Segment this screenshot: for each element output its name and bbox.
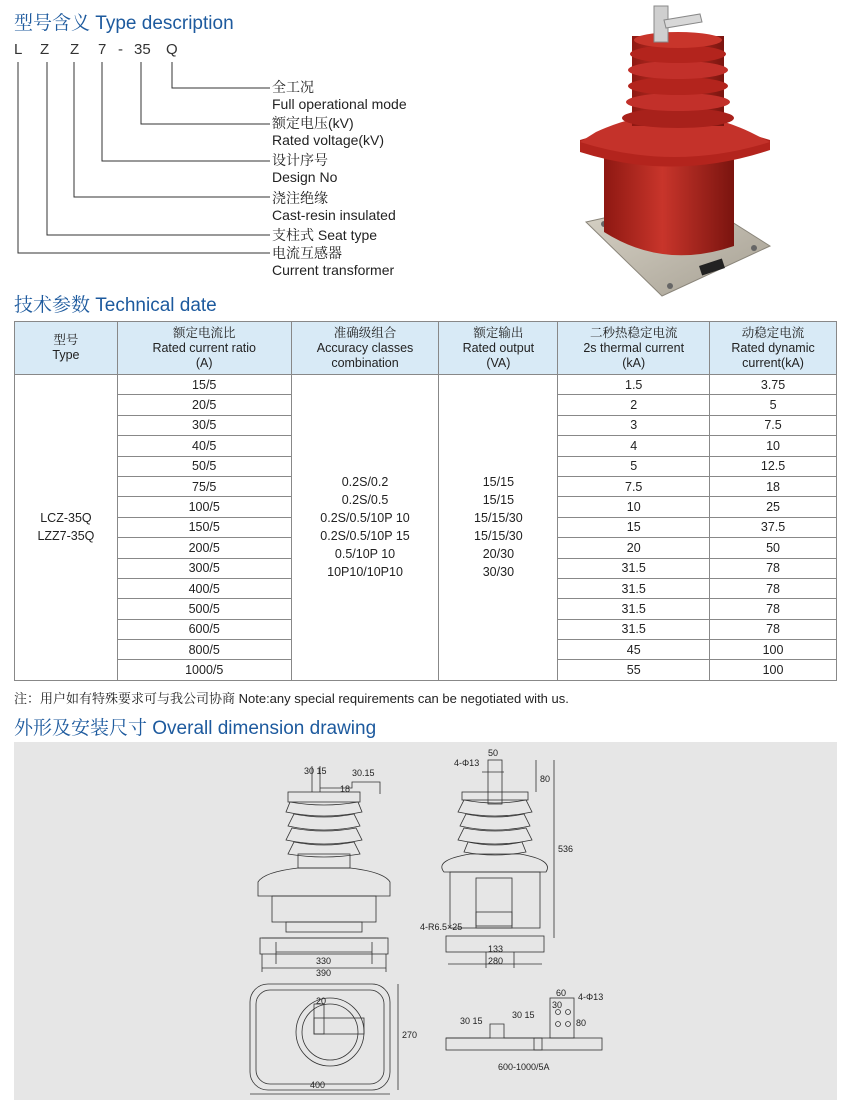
ratio-cell: 400/5 [117, 578, 291, 598]
dim-label: 80 [576, 1018, 587, 1028]
ratio-cell: 40/5 [117, 436, 291, 456]
dim-label: 4-R6.5×25 [420, 922, 463, 932]
dynamic-cell: 78 [710, 578, 837, 598]
ratio-cell: 30/5 [117, 415, 291, 435]
dim-label: 270 [402, 1030, 418, 1040]
thermal-cell: 31.5 [558, 558, 710, 578]
dim-label: 536 [558, 844, 574, 854]
dynamic-cell: 7.5 [710, 415, 837, 435]
dynamic-cell: 100 [710, 640, 837, 660]
dynamic-cell: 78 [710, 558, 837, 578]
code-letter: 7 [98, 41, 107, 58]
dim-label: 30.15 [352, 768, 375, 778]
dim-label: 330 [316, 956, 332, 966]
dim-label: 133 [488, 944, 504, 954]
ratio-cell: 75/5 [117, 476, 291, 496]
dim-label: 18 [340, 784, 351, 794]
ratio-cell: 200/5 [117, 538, 291, 558]
technical-table [14, 321, 837, 681]
code-dash: - [118, 41, 123, 58]
ratio-cell: 20/5 [117, 395, 291, 415]
dim-label: 30 [552, 1000, 563, 1010]
dim-label: 50 [488, 748, 499, 758]
ratio-cell: 15/5 [117, 375, 291, 395]
thermal-cell: 31.5 [558, 578, 710, 598]
dynamic-cell: 12.5 [710, 456, 837, 476]
thermal-cell: 4 [558, 436, 710, 456]
ratio-cell: 500/5 [117, 599, 291, 619]
code-letter: Z [70, 41, 80, 58]
dim-label: 390 [316, 968, 332, 978]
ratio-cell: 600/5 [117, 619, 291, 639]
header-type: 型号 Type [15, 322, 118, 375]
thermal-cell: 55 [558, 660, 710, 680]
dim-label: 280 [488, 956, 504, 966]
dim-label: 400 [310, 1080, 326, 1090]
ratio-cell: 800/5 [117, 640, 291, 660]
output-cell: 15/15 15/15 15/15/30 15/15/30 20/30 30/30 [439, 375, 558, 681]
dim-label: 30 15 [512, 1010, 535, 1020]
header-thermal: 二秒热稳定电流 2s thermal current (kA) [558, 322, 710, 375]
dimension-drawing [14, 742, 837, 1100]
drawing-caption: 600-1000/5A [498, 1062, 550, 1072]
header-accuracy: 准确级组合 Accuracy classes combination [291, 322, 439, 375]
code-letter: L [14, 41, 23, 58]
ratio-cell: 1000/5 [117, 660, 291, 680]
dynamic-cell: 78 [710, 619, 837, 639]
technical-date-title: 技术参数 Technical date [14, 295, 217, 316]
dim-label: 30 15 [304, 766, 327, 776]
type-description-title: 型号含义 Type description [14, 13, 234, 34]
dynamic-cell: 37.5 [710, 517, 837, 537]
ratio-cell: 100/5 [117, 497, 291, 517]
header-ratio: 额定电流比 Rated current ratio (A) [117, 322, 291, 375]
ratio-cell: 300/5 [117, 558, 291, 578]
type-item-4: 浇注绝缘 Cast-resin insulated [272, 190, 396, 223]
dim-label: 80 [540, 774, 551, 784]
type-item-6: 电流互感器 Current transformer [272, 245, 395, 278]
dimension-drawing-title: 外形及安装尺寸 Overall dimension drawing [14, 718, 377, 739]
thermal-cell: 31.5 [558, 599, 710, 619]
dim-label: 20 [316, 996, 327, 1006]
accuracy-cell: 0.2S/0.2 0.2S/0.5 0.2S/0.5/10P 10 0.2S/0.5/10P 15 0.5/10P 10 10P10/10P10 [291, 375, 439, 681]
product-photo [574, 0, 774, 300]
dim-label: 4-Φ13 [578, 992, 604, 1002]
dynamic-cell: 18 [710, 476, 837, 496]
header-output: 额定输出 Rated output (VA) [439, 322, 558, 375]
dynamic-cell: 5 [710, 395, 837, 415]
thermal-cell: 31.5 [558, 619, 710, 639]
dynamic-cell: 25 [710, 497, 837, 517]
dim-label: 30 15 [460, 1016, 483, 1026]
type-cell: LCZ-35Q LZZ7-35Q [15, 375, 118, 681]
dynamic-cell: 100 [710, 660, 837, 680]
thermal-cell: 10 [558, 497, 710, 517]
dynamic-cell: 3.75 [710, 375, 837, 395]
note-text: 注：用户如有特殊要求可与我公司协商 Note:any special requirements can be negotiated with us. [14, 691, 569, 706]
code-letter: 35 [134, 41, 151, 58]
type-item-2: 额定电压(kV) Rated voltage(kV) [272, 115, 385, 148]
thermal-cell: 7.5 [558, 476, 710, 496]
type-item-3: 设计序号 Design No [272, 152, 338, 185]
table-row [15, 375, 837, 395]
code-letter: Z [40, 41, 50, 58]
type-item-5: 支柱式 Seat type [272, 227, 378, 243]
thermal-cell: 3 [558, 415, 710, 435]
code-leader-lines [0, 0, 300, 270]
thermal-cell: 20 [558, 538, 710, 558]
code-letter: Q [166, 41, 178, 58]
thermal-cell: 2 [558, 395, 710, 415]
dynamic-cell: 10 [710, 436, 837, 456]
dynamic-cell: 78 [710, 599, 837, 619]
dim-label: 60 [556, 988, 567, 998]
thermal-cell: 45 [558, 640, 710, 660]
thermal-cell: 5 [558, 456, 710, 476]
dynamic-cell: 50 [710, 538, 837, 558]
dim-label: 4-Φ13 [454, 758, 480, 768]
thermal-cell: 1.5 [558, 375, 710, 395]
header-dynamic: 动稳定电流 Rated dynamic current(kA) [710, 322, 837, 375]
thermal-cell: 15 [558, 517, 710, 537]
ratio-cell: 150/5 [117, 517, 291, 537]
table-header-row [15, 322, 837, 375]
ratio-cell: 50/5 [117, 456, 291, 476]
type-item-1: 全工况 Full operational mode [272, 79, 407, 112]
